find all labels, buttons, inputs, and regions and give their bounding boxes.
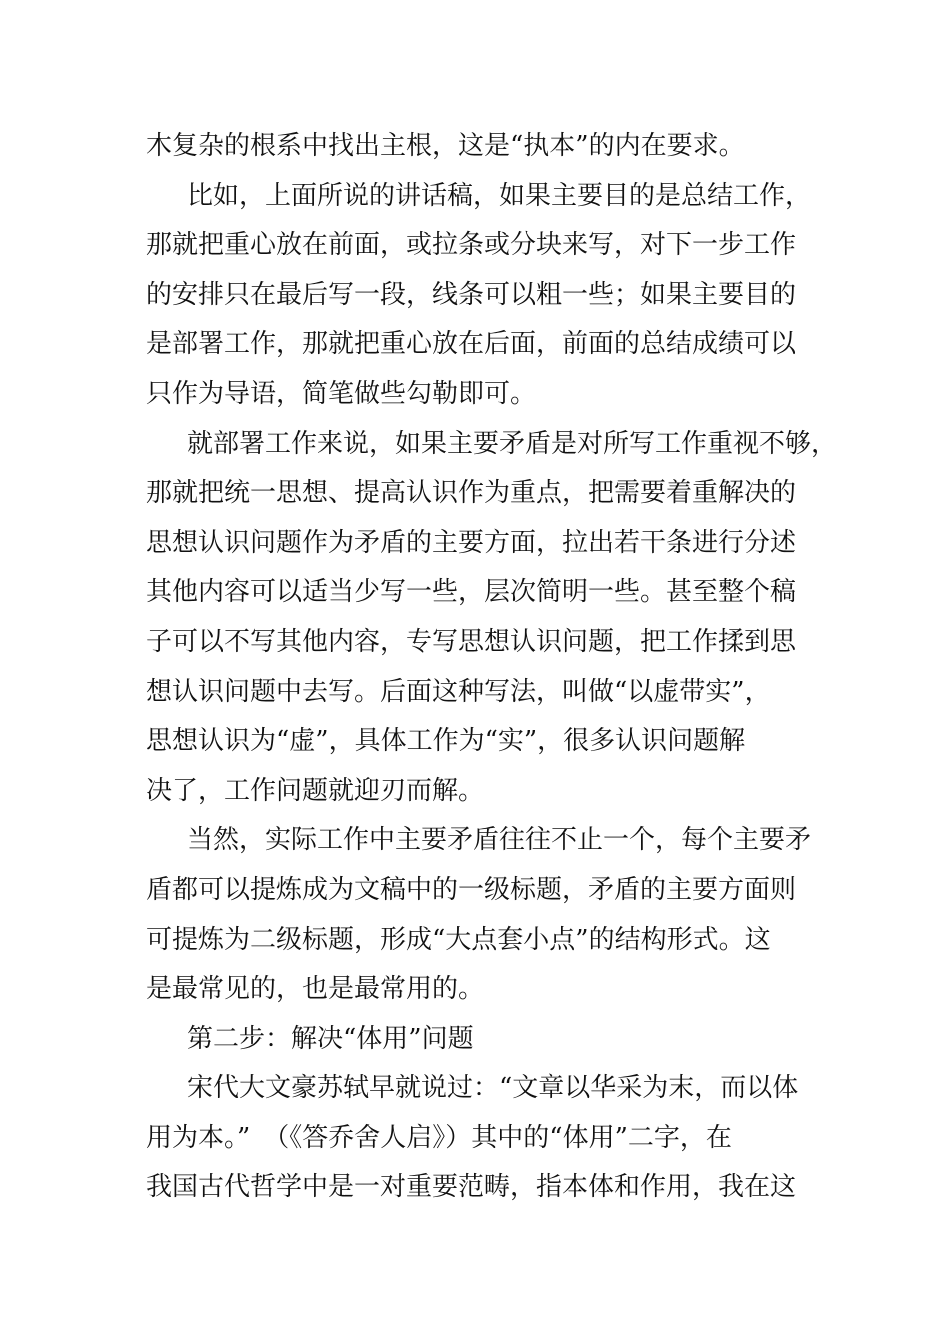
text-line: 那就把重心放在前面，或拉条或分块来写，对下一步工作 [146, 230, 797, 261]
paragraph-start-line: 宋代大文豪苏轼早就说过：“文章以华采为末，而以体 [187, 1073, 799, 1104]
document-body [146, 122, 838, 1213]
text-line: 是最常见的，也是最常用的。 [146, 974, 485, 1005]
text-line: 那就把统一思想、提高认识作为重点，把需要着重解决的 [146, 478, 797, 509]
paragraph-start-line: 比如，上面所说的讲话稿，如果主要目的是总结工作， [187, 180, 812, 211]
text-line: 木复杂的根系中找出主根，这是“执本”的内在要求。 [146, 131, 745, 161]
paragraph-start-line: 就部署工作来说，如果主要矛盾是对所写工作重视不够， [187, 428, 838, 459]
text-line: 可提炼为二级标题，形成“大点套小点”的结构形式。这 [146, 924, 771, 955]
text-line: 想认识问题中去写。后面这种写法，叫做“以虚带实”， [146, 676, 771, 707]
text-line: 思想认识问题作为矛盾的主要方面，拉出若干条进行分述 [146, 527, 797, 558]
text-line: 盾都可以提炼成为文稿中的一级标题，矛盾的主要方面则 [146, 874, 797, 905]
section-heading: 第二步：解决“体用”问题 [187, 1023, 474, 1054]
text-line: 其他内容可以适当少写一些，层次简明一些。甚至整个稿 [146, 577, 797, 608]
text-line: 思想认识为“虚”，具体工作为“实”，很多认识问题解 [146, 726, 746, 757]
text-line: 决了，工作问题就迎刃而解。 [146, 775, 485, 806]
text-line: 我国古代哲学中是一对重要范畴，指本体和作用，我在这 [146, 1172, 797, 1203]
text-line: 是部署工作，那就把重心放在后面，前面的总结成绩可以 [146, 329, 797, 360]
text-line: 只作为导语，简笔做些勾勒即可。 [146, 378, 537, 409]
text-line: 用为本。” （《答乔舍人启》）其中的“体用”二字，在 [146, 1122, 732, 1153]
paragraph-start-line: 当然，实际工作中主要矛盾往往不止一个，每个主要矛 [187, 825, 812, 856]
text-line: 的安排只在最后写一段，线条可以粗一些；如果主要目的 [146, 279, 797, 310]
text-line: 子可以不写其他内容，专写思想认识问题，把工作揉到思 [146, 626, 797, 657]
